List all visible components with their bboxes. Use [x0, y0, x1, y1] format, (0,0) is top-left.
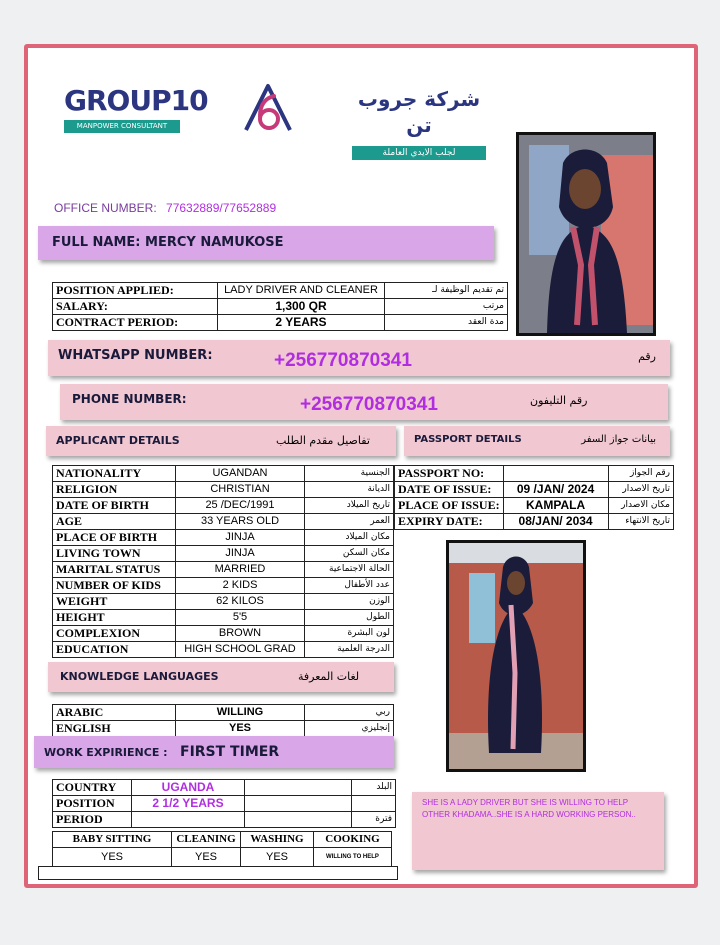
phone-label: PHONE NUMBER: [72, 392, 187, 406]
logo-text: GROUP10 [64, 84, 208, 117]
whatsapp-label: WHATSAPP NUMBER: [58, 348, 213, 363]
passport_details-label: PASSPORT NO: [395, 466, 504, 482]
work_table-label: COUNTRY [53, 780, 132, 796]
skill-cooking-value: WILLING TO HELP [314, 848, 392, 867]
company-emblem-icon [240, 80, 296, 136]
remark-box [412, 792, 664, 870]
work-experience-value: FIRST TIMER [180, 744, 280, 760]
applicant_details-ar: تاريخ الميلاد [305, 498, 394, 514]
table-row [53, 578, 394, 594]
work_table-ar [352, 796, 396, 812]
languages-ar: ربي [305, 705, 394, 721]
passport-details-ar: بيانات جواز السفر [581, 434, 656, 445]
table-row [53, 610, 394, 626]
arabic-company-tagline: لجلب الايدي العاملة [352, 146, 486, 160]
work-empty-cell [245, 780, 352, 796]
applicant-photo-full [446, 540, 586, 772]
salary-value: 1,300 QR [218, 299, 385, 315]
applicant_details-value: MARRIED [176, 562, 305, 578]
applicant_details-value: HIGH SCHOOL GRAD [176, 642, 305, 658]
skill-cleaning-value: YES [172, 848, 241, 867]
applicant_details-ar: الديانة [305, 482, 394, 498]
office-label: OFFICE NUMBER: [54, 201, 157, 215]
skill-washing-value: YES [241, 848, 314, 867]
office-number-value: 77632889/77652889 [166, 201, 277, 215]
applicant-details-table [52, 465, 394, 658]
applicant-details-bar [46, 426, 396, 456]
table-row [395, 482, 674, 498]
table-row [53, 626, 394, 642]
applicant-details-ar: تفاصيل مقدم الطلب [276, 434, 370, 447]
group10-logo [64, 84, 208, 138]
skill-washing-label: WASHING [241, 832, 314, 848]
work_table-value: UGANDA [132, 780, 245, 796]
salary-label: SALARY: [53, 299, 218, 315]
applicant_details-label: LIVING TOWN [53, 546, 176, 562]
table-row [53, 780, 396, 796]
arabic-company-name: شركة جروب تن [357, 87, 481, 137]
phone-number: +256770870341 [300, 394, 438, 415]
skill-baby-sitting-value: YES [53, 848, 172, 867]
work_table-ar: فترة [352, 812, 396, 828]
skill-cleaning-label: CLEANING [172, 832, 241, 848]
passport-details-bar [404, 426, 670, 456]
office-number [54, 201, 354, 215]
remark-text: SHE IS A LADY DRIVER BUT SHE IS WILLING TO HELP OTHER KHADAMA..SHE IS A HARD WORKING PERSON.. [422, 798, 636, 819]
position-table [52, 282, 508, 331]
work-experience-label: WORK EXPIRIENCE : [44, 746, 168, 759]
work-table [52, 779, 396, 828]
full-body-image [449, 543, 583, 769]
table-row [395, 514, 674, 530]
skills-table [52, 831, 392, 867]
applicant_details-label: MARITAL STATUS [53, 562, 176, 578]
applicant_details-label: EDUCATION [53, 642, 176, 658]
table-row [53, 848, 392, 867]
whatsapp-bar [48, 340, 670, 376]
table-row [395, 466, 674, 482]
table-row [53, 796, 396, 812]
position-ar: تم تقديم الوظيفة لـ [385, 283, 508, 299]
applicant_details-label: RELIGION [53, 482, 176, 498]
applicant_details-label: DATE OF BIRTH [53, 498, 176, 514]
work-empty-cell [245, 812, 352, 828]
passport_details-label: PLACE OF ISSUE: [395, 498, 504, 514]
work-empty-cell [245, 796, 352, 812]
phone-ar: رقم التليفون [530, 394, 588, 407]
languages-label: KNOWLEDGE LANGUAGES [60, 670, 219, 683]
applicant_details-ar: الحالة الاجتماعية [305, 562, 394, 578]
applicant-details-label: APPLICANT DETAILS [56, 434, 180, 447]
passport-details-label: PASSPORT DETAILS [414, 434, 522, 445]
applicant_details-value: 5'5 [176, 610, 305, 626]
footer-line-box [38, 866, 398, 880]
work_table-label: POSITION [53, 796, 132, 812]
applicant_details-value: CHRISTIAN [176, 482, 305, 498]
table-row [53, 466, 394, 482]
table-row [53, 283, 508, 299]
contract-value: 2 YEARS [218, 315, 385, 331]
skill-baby-sitting-label: BABY SITTING [53, 832, 172, 848]
work_table-value: 2 1/2 YEARS [132, 796, 245, 812]
passport_details-value: 08/JAN/ 2034 [503, 514, 608, 530]
full-name-bar [38, 226, 494, 260]
table-row [53, 705, 394, 721]
applicant_details-value: 62 KILOS [176, 594, 305, 610]
passport_details-ar: تاريخ الاصدار [608, 482, 673, 498]
applicant_details-value: JINJA [176, 530, 305, 546]
passport-details-table [394, 465, 674, 530]
contract-ar: مدة العقد [385, 315, 508, 331]
table-row [53, 498, 394, 514]
languages-label: ENGLISH [53, 721, 176, 737]
languages-ar: لغات المعرفة [298, 670, 360, 683]
languages-bar [48, 662, 394, 692]
passport_details-value: 09 /JAN/ 2024 [503, 482, 608, 498]
languages-label: ARABIC [53, 705, 176, 721]
table-row [53, 514, 394, 530]
phone-bar [60, 384, 668, 420]
table-row [53, 482, 394, 498]
applicant_details-label: NUMBER OF KIDS [53, 578, 176, 594]
work-experience-bar [34, 736, 394, 768]
passport_details-ar: رقم الجواز [608, 466, 673, 482]
table-row [53, 812, 396, 828]
work_table-label: PERIOD [53, 812, 132, 828]
whatsapp-number: +256770870341 [274, 350, 412, 371]
table-row [53, 530, 394, 546]
table-row [53, 721, 394, 737]
passport_details-ar: مكان الاصدار [608, 498, 673, 514]
applicant-photo-portrait [516, 132, 656, 336]
passport_details-label: DATE OF ISSUE: [395, 482, 504, 498]
contract-label: CONTRACT PERIOD: [53, 315, 218, 331]
skill-cooking-label: COOKING [314, 832, 392, 848]
applicant_details-value: BROWN [176, 626, 305, 642]
applicant_details-label: PLACE OF BIRTH [53, 530, 176, 546]
passport_details-label: EXPIRY DATE: [395, 514, 504, 530]
passport_details-value: KAMPALA [503, 498, 608, 514]
table-row [395, 498, 674, 514]
applicant_details-label: WEIGHT [53, 594, 176, 610]
applicant_details-value: 25 /DEC/1991 [176, 498, 305, 514]
salary-ar: مرتب [385, 299, 508, 315]
portrait-image [519, 135, 653, 333]
position-value: LADY DRIVER AND CLEANER [218, 283, 385, 299]
table-row [53, 546, 394, 562]
table-row [53, 594, 394, 610]
applicant_details-ar: لون البشرة [305, 626, 394, 642]
applicant_details-value: JINJA [176, 546, 305, 562]
languages-value: YES [176, 721, 305, 737]
arabic-company-logo [352, 86, 486, 158]
logo-tagline: MANPOWER CONSULTANT [64, 120, 180, 133]
applicant_details-ar: مكان الميلاد [305, 530, 394, 546]
applicant_details-value: 33 YEARS OLD [176, 514, 305, 530]
applicant_details-label: NATIONALITY [53, 466, 176, 482]
work_table-ar: البلد [352, 780, 396, 796]
applicant_details-ar: الوزن [305, 594, 394, 610]
table-row [53, 832, 392, 848]
whatsapp-ar: رقم [638, 350, 656, 363]
languages-table [52, 704, 394, 737]
passport_details-value [503, 466, 608, 482]
table-row [53, 299, 508, 315]
applicant_details-label: HEIGHT [53, 610, 176, 626]
applicant_details-label: COMPLEXION [53, 626, 176, 642]
table-row [53, 562, 394, 578]
applicant_details-ar: العمر [305, 514, 394, 530]
languages-value: WILLING [176, 705, 305, 721]
applicant_details-ar: مكان السكن [305, 546, 394, 562]
applicant_details-ar: عدد الأطفال [305, 578, 394, 594]
languages-ar: إنجليزي [305, 721, 394, 737]
table-row [53, 315, 508, 331]
applicant_details-label: AGE [53, 514, 176, 530]
applicant_details-ar: الجنسية [305, 466, 394, 482]
work_table-value [132, 812, 245, 828]
table-row [53, 642, 394, 658]
applicant_details-ar: الطول [305, 610, 394, 626]
applicant_details-value: UGANDAN [176, 466, 305, 482]
passport_details-ar: تاريخ الانتهاء [608, 514, 673, 530]
full-name: FULL NAME: MERCY NAMUKOSE [52, 235, 284, 250]
applicant_details-value: 2 KIDS [176, 578, 305, 594]
applicant_details-ar: الدرجة العلمية [305, 642, 394, 658]
position-label: POSITION APPLIED: [53, 283, 218, 299]
